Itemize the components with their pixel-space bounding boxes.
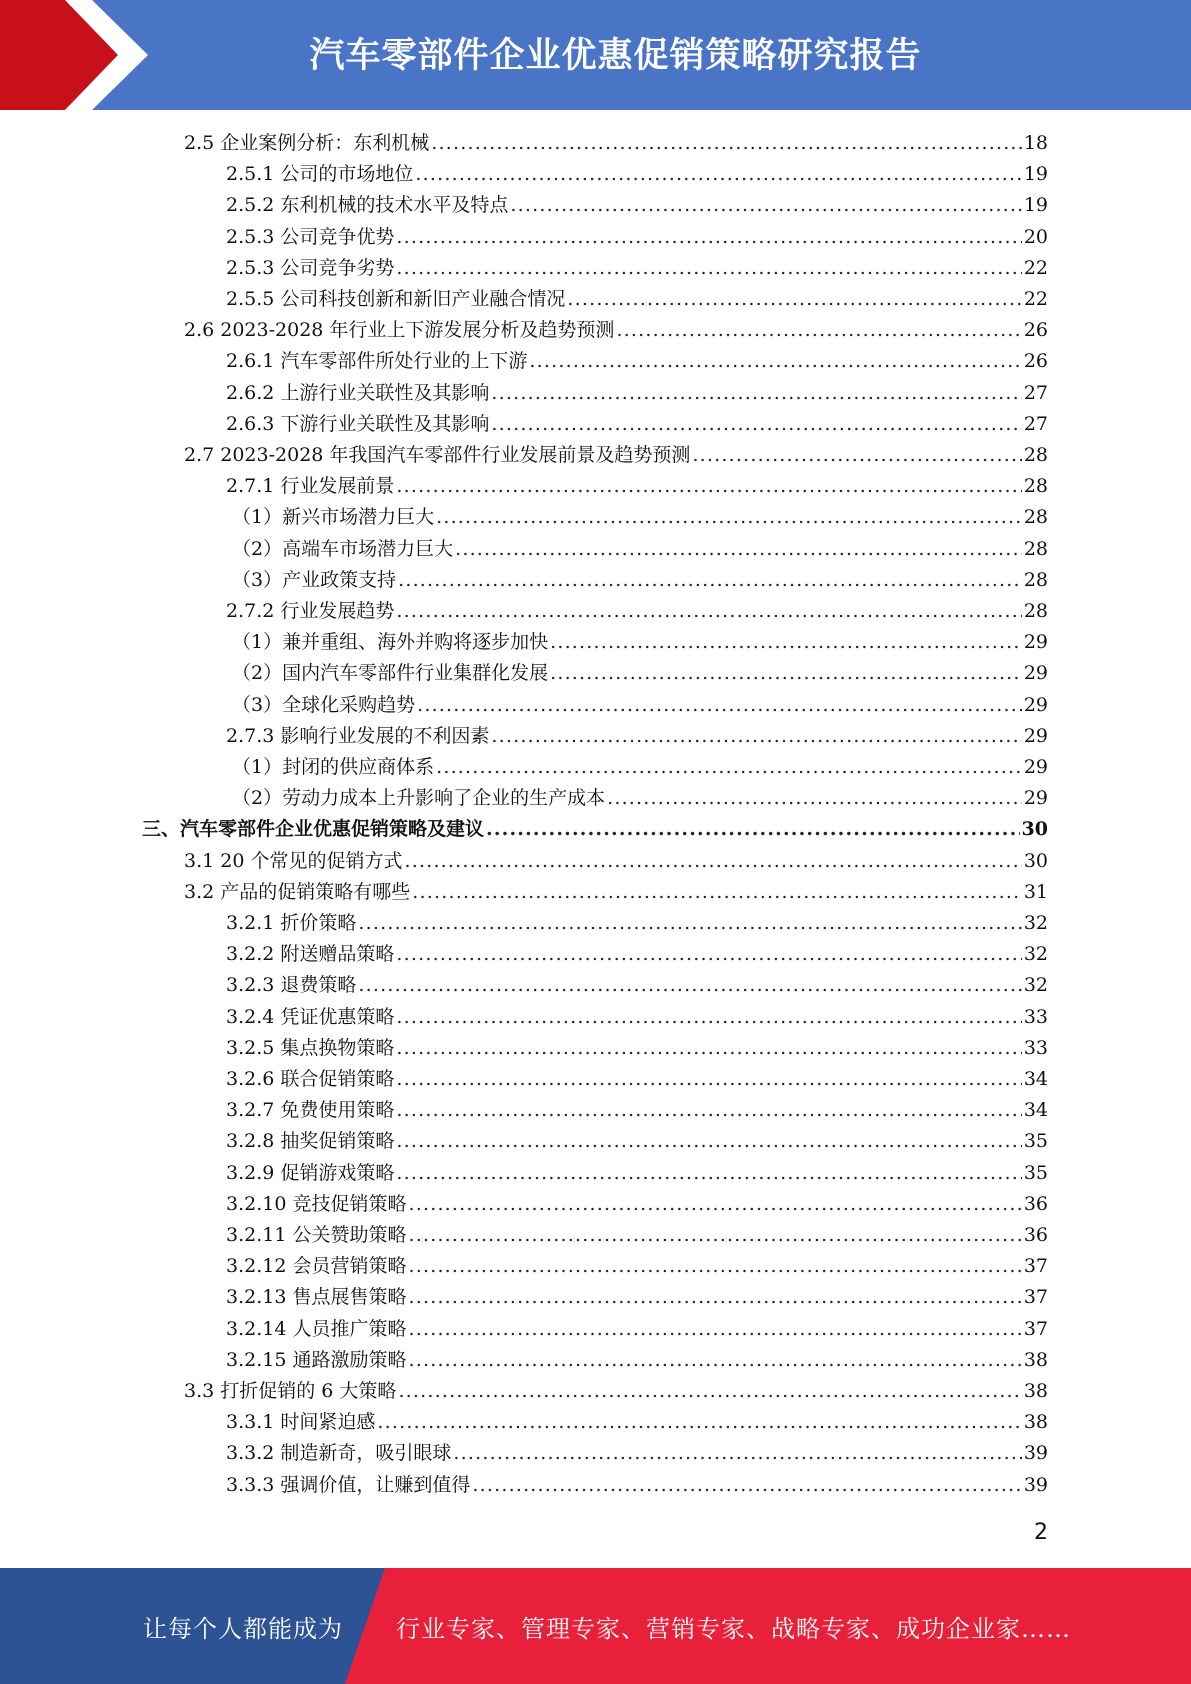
- toc-entry[interactable]: [184, 877, 1048, 908]
- toc-entry-page: 18: [1023, 132, 1048, 154]
- toc-entry-label: （1）兼并重组、海外并购将逐步加快: [232, 631, 549, 654]
- toc-entry-label: 3.3.3 强调价值，让赚到值得: [226, 1473, 471, 1496]
- toc-entry-label: 3.2.6 联合促销策略: [226, 1068, 395, 1090]
- toc-dot-leader: [398, 1376, 1021, 1407]
- toc-entry-label: 3.2.8 抽奖促销策略: [226, 1130, 395, 1153]
- toc-entry-label: 3.2.1 折价策略: [226, 912, 357, 934]
- toc-dot-leader: [396, 1126, 1021, 1157]
- toc-entry-label: （1）新兴市场潜力巨大: [232, 506, 435, 529]
- footer-slogan-left: 让每个人都能成为: [143, 1615, 343, 1643]
- toc-dot-leader: [692, 440, 1021, 471]
- toc-entry[interactable]: [184, 440, 1048, 471]
- toc-entry[interactable]: [226, 378, 1048, 409]
- toc-dot-leader: [408, 1345, 1021, 1376]
- toc-entry-page: 29: [1023, 631, 1048, 654]
- toc-dot-leader: [550, 627, 1022, 658]
- toc-entry[interactable]: [184, 846, 1048, 877]
- toc-dot-leader: [398, 565, 1022, 596]
- toc-dot-leader: [491, 721, 1021, 752]
- toc-dot-leader: [404, 846, 1021, 877]
- toc-entry-page: 39: [1023, 1442, 1048, 1465]
- toc-entry-label: 3.3 打折促销的 6 大策略: [184, 1380, 397, 1402]
- toc-entry[interactable]: [226, 596, 1048, 627]
- toc-entry-label: 2.5 企业案例分析：东利机械: [184, 132, 430, 154]
- toc-entry-label: 3.2.9 促销游戏策略: [226, 1161, 395, 1184]
- toc-entry-label: 3.2.10 竞技促销策略: [226, 1192, 407, 1215]
- toc-entry[interactable]: [184, 1376, 1048, 1407]
- toc-entry[interactable]: [226, 1251, 1048, 1282]
- toc-entry-page: 29: [1023, 724, 1048, 747]
- toc-entry[interactable]: [226, 1126, 1048, 1157]
- toc-entry-label: 3.2.15 通路激励策略: [226, 1348, 407, 1371]
- toc-entry[interactable]: [226, 1064, 1048, 1095]
- toc-entry[interactable]: [232, 627, 1048, 658]
- toc-entry-page: 28: [1023, 506, 1048, 529]
- toc-entry-page: 37: [1023, 1286, 1048, 1309]
- toc-entry[interactable]: [226, 1470, 1048, 1501]
- page-footer: [0, 1568, 1191, 1684]
- toc-dot-leader: [431, 128, 1022, 159]
- toc-entry[interactable]: [226, 253, 1048, 284]
- toc-entry[interactable]: [226, 346, 1048, 377]
- toc-entry-label: 2.5.5 公司科技创新和新旧产业融合情况: [226, 288, 566, 310]
- toc-entry-label: 3.2.14 人员推广策略: [226, 1317, 407, 1340]
- toc-dot-leader: [408, 1282, 1021, 1313]
- toc-entry-label: 2.5.3 公司竞争优势: [226, 225, 395, 248]
- toc-entry[interactable]: [226, 190, 1048, 221]
- toc-entry-page: 26: [1023, 319, 1048, 342]
- toc-entry-page: 34: [1023, 1068, 1048, 1090]
- toc-entry[interactable]: [226, 1095, 1048, 1126]
- report-title: 汽车零部件企业优惠促销策略研究报告: [309, 36, 922, 76]
- toc-entry[interactable]: [226, 1158, 1048, 1189]
- toc-entry-label: 2.6.2 上游行业关联性及其影响: [226, 381, 490, 404]
- toc-entry-page: 32: [1023, 974, 1048, 997]
- toc-entry[interactable]: [226, 1282, 1048, 1313]
- toc-entry[interactable]: [226, 1314, 1048, 1345]
- toc-entry-page: 34: [1023, 1099, 1048, 1122]
- toc-entry-page: 27: [1023, 412, 1048, 435]
- footer-slogan-right: 行业专家、管理专家、营销专家、战略专家、成功企业家……: [396, 1615, 1071, 1643]
- toc-entry-page: 31: [1023, 880, 1048, 903]
- toc-entry-label: 3.1 20 个常见的促销方式: [184, 849, 403, 872]
- toc-dot-leader: [377, 1407, 1021, 1438]
- toc-entry-label: 3.2.5 集点换物策略: [226, 1036, 395, 1059]
- toc-entry-page: 38: [1023, 1411, 1048, 1434]
- toc-dot-leader: [358, 908, 1021, 939]
- toc-dot-leader: [567, 284, 1021, 315]
- toc-dot-leader: [412, 877, 1022, 908]
- toc-entry-page: 32: [1023, 912, 1048, 934]
- toc-entry-page: 19: [1023, 163, 1048, 186]
- toc-entry[interactable]: [226, 1438, 1048, 1469]
- toc-entry-page: 29: [1023, 756, 1048, 778]
- toc-entry-page: 29: [1023, 693, 1048, 716]
- toc-entry-label: 2.5.3 公司竞争劣势: [226, 256, 395, 279]
- toc-dot-leader: [396, 1033, 1021, 1064]
- toc-entry-label: 2.6 2023-2028 年行业上下游发展分析及趋势预测: [184, 319, 615, 342]
- toc-dot-leader: [396, 1095, 1021, 1126]
- toc-entry-label: 3.3.1 时间紧迫感: [226, 1411, 376, 1434]
- toc-entry-label: 2.7.1 行业发展前景: [226, 475, 395, 498]
- toc-entry-label: 2.7.2 行业发展趋势: [226, 600, 395, 622]
- toc-entry[interactable]: [226, 1345, 1048, 1376]
- toc-dot-leader: [396, 596, 1021, 627]
- toc-entry[interactable]: [232, 565, 1048, 596]
- toc-entry-label: 3.2 产品的促销策略有哪些: [184, 880, 411, 903]
- toc-entry[interactable]: [226, 284, 1048, 315]
- toc-dot-leader: [396, 253, 1021, 284]
- toc-entry-page: 28: [1023, 568, 1048, 591]
- toc-entry-page: 38: [1023, 1380, 1048, 1402]
- toc-entry[interactable]: [184, 315, 1048, 346]
- toc-dot-leader: [486, 814, 1020, 845]
- toc-entry-page: 39: [1023, 1473, 1048, 1496]
- toc-entry-label: 三、汽车零部件企业优惠促销策略及建议: [142, 818, 485, 841]
- toc-entry[interactable]: [142, 814, 1048, 845]
- toc-entry[interactable]: [184, 128, 1048, 159]
- toc-entry-label: （2）劳动力成本上升影响了企业的生产成本: [232, 787, 606, 810]
- toc-entry-page: 37: [1023, 1255, 1048, 1278]
- toc-dot-leader: [408, 1220, 1021, 1251]
- toc-entry[interactable]: [226, 1189, 1048, 1220]
- toc-entry-page: 28: [1023, 475, 1048, 498]
- toc-dot-leader: [396, 1002, 1021, 1033]
- toc-entry-page: 35: [1023, 1130, 1048, 1153]
- toc-dot-leader: [436, 752, 1022, 783]
- toc-dot-leader: [472, 1470, 1021, 1501]
- toc-dot-leader: [491, 378, 1021, 409]
- toc-entry-page: 33: [1023, 1036, 1048, 1059]
- toc-entry-page: 30: [1023, 849, 1048, 872]
- toc-entry-page: 35: [1023, 1161, 1048, 1184]
- toc-entry-label: 3.2.2 附送赠品策略: [226, 943, 395, 966]
- toc-entry-page: 29: [1023, 787, 1048, 810]
- toc-dot-leader: [396, 222, 1021, 253]
- toc-dot-leader: [453, 1438, 1021, 1469]
- toc-dot-leader: [436, 502, 1022, 533]
- toc-entry[interactable]: [232, 502, 1048, 533]
- toc-entry-label: 2.6.1 汽车零部件所处行业的上下游: [226, 350, 528, 373]
- toc-entry[interactable]: [226, 159, 1048, 190]
- toc-entry-page: 29: [1023, 662, 1048, 685]
- toc-dot-leader: [408, 1314, 1021, 1345]
- toc-entry[interactable]: [226, 1220, 1048, 1251]
- toc-dot-leader: [396, 1158, 1021, 1189]
- toc-entry-page: 28: [1023, 537, 1048, 560]
- toc-entry[interactable]: [226, 471, 1048, 502]
- toc-entry-page: 22: [1023, 256, 1048, 279]
- toc-dot-leader: [510, 190, 1021, 221]
- toc-entry[interactable]: [226, 939, 1048, 970]
- toc-entry[interactable]: [226, 1407, 1048, 1438]
- toc-dot-leader: [529, 346, 1021, 377]
- toc-entry-page: 22: [1023, 288, 1048, 310]
- toc-entry-label: （3）全球化采购趋势: [232, 693, 416, 716]
- toc-dot-leader: [408, 1189, 1021, 1220]
- toc-entry[interactable]: [226, 721, 1048, 752]
- toc-entry-label: 2.5.2 东利机械的技术水平及特点: [226, 194, 509, 217]
- toc-dot-leader: [491, 409, 1021, 440]
- toc-entry[interactable]: [226, 908, 1048, 939]
- toc-entry-label: 3.2.13 售点展售策略: [226, 1286, 407, 1309]
- toc-entry-label: 3.2.12 会员营销策略: [226, 1255, 407, 1278]
- toc-entry-page: 28: [1023, 444, 1048, 466]
- toc-entry[interactable]: [232, 752, 1048, 783]
- toc-dot-leader: [396, 939, 1021, 970]
- toc-entry-page: 32: [1023, 943, 1048, 966]
- toc-entry-label: 3.3.2 制造新奇，吸引眼球: [226, 1442, 452, 1465]
- toc-entry[interactable]: [226, 409, 1048, 440]
- toc-entry[interactable]: [232, 690, 1048, 721]
- toc-entry-label: （2）高端车市场潜力巨大: [232, 537, 454, 560]
- page-number: 2: [1034, 1520, 1048, 1545]
- toc-dot-leader: [358, 970, 1021, 1001]
- toc-dot-leader: [408, 1251, 1021, 1282]
- toc-dot-leader: [455, 534, 1022, 565]
- toc-entry-page: 37: [1023, 1317, 1048, 1340]
- toc-entry[interactable]: [226, 970, 1048, 1001]
- toc-entry-page: 28: [1023, 600, 1048, 622]
- toc-entry-label: （3）产业政策支持: [232, 568, 397, 591]
- toc-dot-leader: [415, 159, 1021, 190]
- toc-entry-page: 30: [1021, 818, 1048, 841]
- toc-entry-label: （1）封闭的供应商体系: [232, 756, 435, 778]
- toc-entry-label: 3.2.3 退费策略: [226, 974, 357, 997]
- toc-dot-leader: [616, 315, 1021, 346]
- toc-entry-label: 2.5.1 公司的市场地位: [226, 163, 414, 186]
- toc-entry-page: 36: [1023, 1224, 1048, 1246]
- toc-entry-label: 3.2.11 公关赞助策略: [226, 1224, 407, 1246]
- toc-entry-page: 36: [1023, 1192, 1048, 1215]
- toc-entry-label: 3.2.7 免费使用策略: [226, 1099, 395, 1122]
- toc-dot-leader: [396, 471, 1021, 502]
- toc-dot-leader: [396, 1064, 1021, 1095]
- toc-dot-leader: [550, 658, 1022, 689]
- toc-entry[interactable]: [226, 1033, 1048, 1064]
- toc-entry-page: 33: [1023, 1005, 1048, 1028]
- toc-dot-leader: [417, 690, 1022, 721]
- toc-entry-page: 20: [1023, 225, 1048, 248]
- toc-entry[interactable]: [232, 658, 1048, 689]
- toc-entry[interactable]: [232, 783, 1048, 814]
- toc-entry-label: 2.7 2023-2028 年我国汽车零部件行业发展前景及趋势预测: [184, 444, 691, 466]
- toc-entry-page: 27: [1023, 381, 1048, 404]
- toc-entry[interactable]: [226, 1002, 1048, 1033]
- toc-dot-leader: [607, 783, 1022, 814]
- toc-entry-page: 19: [1023, 194, 1048, 217]
- toc-entry-page: 26: [1023, 350, 1048, 373]
- toc-entry-label: 3.2.4 凭证优惠策略: [226, 1005, 395, 1028]
- toc-entry-label: 2.6.3 下游行业关联性及其影响: [226, 412, 490, 435]
- toc-entry[interactable]: [226, 222, 1048, 253]
- toc-entry-page: 38: [1023, 1348, 1048, 1371]
- toc-entry-label: （2）国内汽车零部件行业集群化发展: [232, 662, 549, 685]
- toc-entry[interactable]: [232, 534, 1048, 565]
- toc-entry-label: 2.7.3 影响行业发展的不利因素: [226, 724, 490, 747]
- page-header: [0, 0, 1191, 110]
